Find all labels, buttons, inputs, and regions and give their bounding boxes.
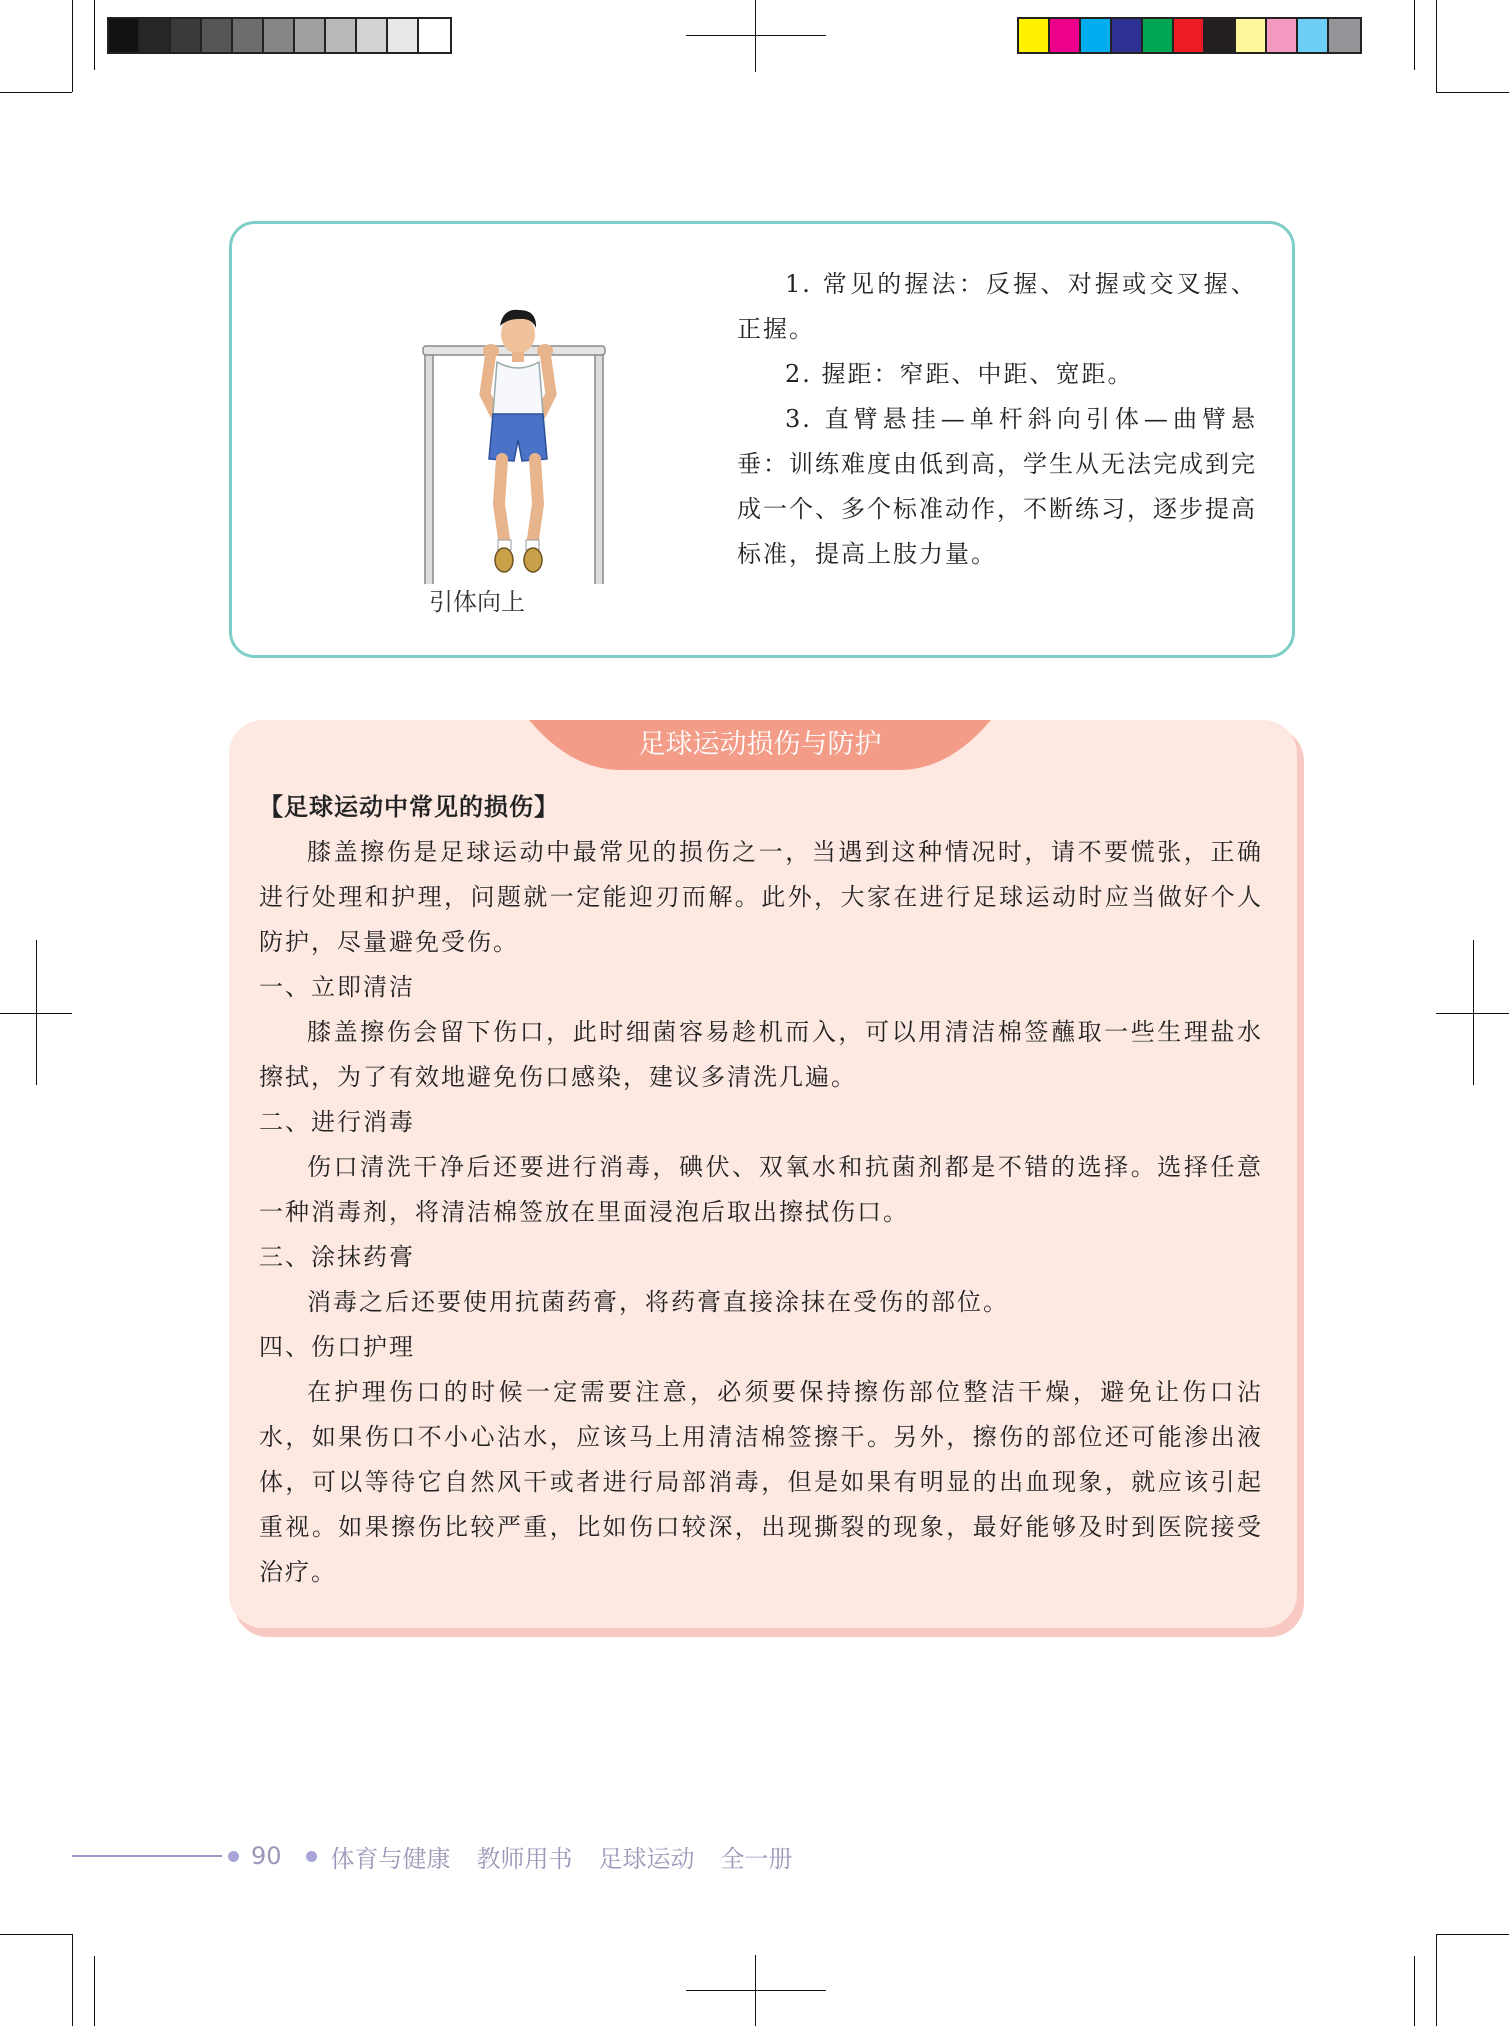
step-body: 伤口清洗干净后还要进行消毒，碘伏、双氧水和抗菌剂都是不错的选择。选择任意一种消毒剂，将清洁棉签放在里面浸泡后取出擦拭伤口。 <box>259 1153 1263 1226</box>
subsection-heading: 【足球运动中常见的损伤】 <box>259 793 559 821</box>
tip-item: 2. 握距：窄距、中距、宽距。 <box>785 360 1134 388</box>
book-type: 教师用书 <box>476 1844 573 1873</box>
pullup-tips-box <box>229 221 1295 658</box>
book-volume: 全一册 <box>720 1844 793 1873</box>
footer-rule <box>72 1855 222 1857</box>
page-footer <box>72 1838 793 1874</box>
step-title: 三、涂抹药膏 <box>259 1243 415 1271</box>
section-title: 足球运动损伤与防护 <box>638 729 882 760</box>
step-body: 消毒之后还要使用抗菌药膏，将药膏直接涂抹在受伤的部位。 <box>307 1288 1009 1316</box>
step-title: 一、立即清洁 <box>259 973 415 1001</box>
footer-dot <box>228 1851 239 1862</box>
pullup-illustration <box>387 264 657 584</box>
tip-item: 1. 常见的握法：反握、对握或交叉握、正握。 <box>737 270 1258 343</box>
grayscale-swatches <box>107 17 452 54</box>
footer-dot <box>306 1851 317 1862</box>
injury-content <box>259 785 1263 1595</box>
tip-item: 3. 直臂悬挂—单杆斜向引体—曲臂悬垂：训练难度由低到高，学生从无法完成到完成一个、多个标准动作，不断练习，逐步提高标准，提高上肢力量。 <box>737 405 1258 568</box>
grip-tips-list <box>737 262 1257 577</box>
step-title: 四、伤口护理 <box>259 1333 415 1361</box>
step-body: 膝盖擦伤会留下伤口，此时细菌容易趁机而入，可以用清洁棉签蘸取一些生理盐水擦拭，为了有效地避免伤口感染，建议多清洗几遍。 <box>259 1018 1263 1091</box>
book-title: 体育与健康 <box>330 1844 451 1873</box>
page-number: 90 <box>251 1842 282 1870</box>
step-title: 二、进行消毒 <box>259 1108 415 1136</box>
book-subject: 足球运动 <box>598 1844 695 1873</box>
intro-paragraph: 膝盖擦伤是足球运动中最常见的损伤之一，当遇到这种情况时，请不要慌张，正确进行处理和护理，问题就一定能迎刃而解。此外，大家在进行足球运动时应当做好个人防护，尽量避免受伤。 <box>259 838 1263 956</box>
figure-caption: 引体向上 <box>429 588 525 616</box>
injury-section-box <box>229 720 1297 1628</box>
step-body: 在护理伤口的时候一定需要注意，必须要保持擦伤部位整洁干燥，避免让伤口沾水，如果伤口不小心沾水，应该马上用清洁棉签擦干。另外，擦伤的部位还可能渗出液体，可以等待它自然风干或者进行局部消毒，但是如果有明显的出血现象，就应该引起重视。如果擦伤比较严重，比如伤口较深，出现撕裂的现象，最好能够及时到医院接受治疗。 <box>259 1378 1263 1586</box>
color-swatches <box>1017 17 1362 54</box>
